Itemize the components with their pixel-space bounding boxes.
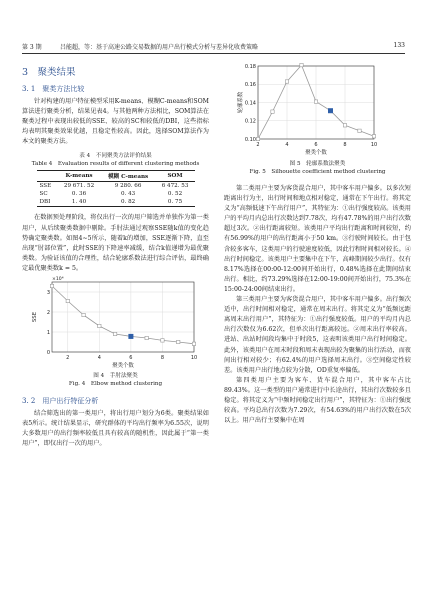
table-header-cell: K-means <box>65 173 93 180</box>
y-axis-label: 轮廓系数 <box>238 91 244 114</box>
subsection-heading-3-1: 3. 1 聚类方法比较 <box>22 85 85 93</box>
data-point <box>314 100 317 103</box>
table-cell: 0. 43 <box>120 191 136 198</box>
x-axis-label: 聚类个数 <box>112 363 134 370</box>
x-tick-label: 4 <box>97 355 101 362</box>
table-cell: 1. 40 <box>71 199 87 206</box>
table-cell: 29 671. 52 <box>63 183 95 190</box>
x-tick-label: 8 <box>160 355 165 362</box>
silhouette-chart <box>224 60 411 160</box>
data-point <box>192 342 195 345</box>
table-row <box>37 190 195 198</box>
table-cell: 0. 82 <box>120 199 136 206</box>
table-header-cell: 模糊 C-means <box>107 174 149 181</box>
y-tick-label: 0.14 <box>244 100 256 107</box>
y-tick-label: 0.12 <box>244 118 256 125</box>
x-tick-label: 6 <box>314 142 318 148</box>
table-cell: 9 280. 66 <box>114 183 142 190</box>
x-tick-label: 8 <box>343 142 347 148</box>
paragraph-type-4-users: 第四类用户主要为客车、货车混合用户，其中客车占比89.43%。这一类型的用户通常进行中长途出行，其出行次数较多且稳定。将其定义为“中频时间稳定出行用户”，其特征为：①出行强度较高。平均总出行次数为7.29次，有54.63%的用户出行次数在5次以上。用户出行主要集中在周 <box>224 376 411 425</box>
table-cell: 0. 36 <box>71 191 87 198</box>
subsection-heading-3-2: 3. 2 用户出行特征分析 <box>22 397 99 406</box>
right-column <box>224 60 411 426</box>
paragraph-elbow-method: 在数据预处理阶段，将仅出行一次的用户筛选并单独作为第一类用户，从后续聚类数据中剔除。手肘法通过观察SSE随k值的变化趋势确定聚类数。如图4~5所示，随着k的增加，SSE逐渐下降，直至出现“肘部位置”，此时SSE的下降速率减缓，结合k值递增为最优聚类数。为验证该值的合理性，结合轮廓系数法进行综合评估，最终确定最优聚类数k = 5。 <box>22 214 209 272</box>
issue-number: 第 3 期 <box>22 44 42 51</box>
data-point <box>98 324 101 327</box>
table-4 <box>22 152 209 207</box>
page-number: 133 <box>393 42 405 49</box>
x-tick-label: 6 <box>129 355 133 362</box>
table-cell: 6 472. 53 <box>161 183 189 190</box>
y-axis-exponent: ×10⁴ <box>52 277 64 283</box>
data-point <box>82 313 85 316</box>
data-point <box>66 299 69 302</box>
series-line <box>52 286 194 344</box>
table-cell: SSE <box>39 183 52 190</box>
y-tick-label: 2 <box>46 309 50 316</box>
highlighted-data-point <box>129 334 133 338</box>
figure-4-caption-cn: 图 4 手肘法聚类 <box>93 373 138 380</box>
y-tick-label: 0 <box>46 349 50 356</box>
table-4-title-en: Table 4 Evaluation results of different clustering methods <box>31 161 200 168</box>
y-tick-label: 3 <box>46 289 50 296</box>
paragraph-method-comparison: 针对构建的用户特征模型采用K-means、模糊C-means和SOM算法进行聚类分析，结果见表4。与其他两种方法相比，SOM算法在聚类过程中表现出较低的SSE、较高的SC和较低的DBI，这些指标均表明其聚类效果优越，且稳定性较高。因此，选择SOM算法作为本文的聚类方法。 <box>22 98 209 146</box>
left-column <box>22 60 209 449</box>
data-point <box>145 336 148 339</box>
table-4-title-cn: 表 4 不同聚类方法评价结果 <box>79 153 152 160</box>
elbow-chart <box>22 274 209 372</box>
y-axis-label: SSE <box>32 311 38 323</box>
data-point <box>300 63 303 66</box>
data-point <box>372 135 375 138</box>
data-point <box>177 340 180 343</box>
data-point <box>285 80 288 83</box>
table-row <box>37 182 195 191</box>
x-tick-label: 10 <box>190 355 198 362</box>
paragraph-type-3-users: 第三类用户主要为客货混合用户，其中客车用户偏多。出行频次适中，出行时间相对稳定，通常在周末出行。将其定义为“低频远距离周末出行用户”，其特征为：①出行强度较低。用户的平均月内总出行次数仅为6.62次，但单次出行距离较远。②周末出行率较高。进站、出站时间段均集中于时段5，这表明该类用户出行时间稳定。此外，该类用户在周末时段和周末表现出较为聚集的出行活动，而夜间出行相对较少；有62.4%的用户选择周末出行。③空间稳定性较差。该类用户出行地点较为分散，OD重复率偏低。 <box>224 296 411 374</box>
table-4-grid <box>37 170 195 207</box>
table-cell: DBI <box>39 199 51 206</box>
table-row <box>37 198 195 207</box>
x-tick-label: 10 <box>370 142 378 148</box>
data-point <box>358 129 361 132</box>
x-tick-label: 2 <box>256 142 260 148</box>
table-cell: 0. 52 <box>167 191 183 198</box>
x-axis-label: 聚类个数 <box>305 150 327 156</box>
figure-5-caption-cn: 图 5 轮廓系数法聚类 <box>289 161 346 167</box>
table-header-cell: SOM <box>167 173 183 180</box>
paragraph-type-2-users: 第二类用户主要为客货混合用户，其中客车用户偏多。以多次短距离出行为主，出行时间和地点相对稳定，通常在下午出行。将其定义为“高频低速下午出行用户”，其特征为：①出行强度较高。该类用户的平均月内总出行次数达到7.78次，均有47.78%的用户出行次数超过3次。②出行距离较短。该类用户平均出行距离和时间较短，约有56.99%的用户的出行距离小于50 km。③行驶时间较长。由于包含较多客车，这类用户的行驶速度较低，因此行程时间相对较长。④出行时间稳定。该类用户主要集中在下午，高峰期间较少出行。仅有8.17%选择在00:00-12:00间开始出行，0.48%选择在此期间结束出行。相比，约73.29%选择在12:00-19:00间开始出行，75.3%在15:00-24:00间结束出行。 <box>224 185 411 293</box>
y-tick-label: 0.16 <box>244 82 256 89</box>
section-heading: 3 聚类结果 <box>22 67 76 78</box>
data-point <box>256 137 259 140</box>
figure-5-caption-en: Fig. 5 Silhouette coefficient method clustering <box>249 169 386 175</box>
data-point <box>50 284 53 287</box>
data-point <box>161 339 164 342</box>
figure-4-caption-en: Fig. 4 Elbow method clustering <box>68 381 163 388</box>
running-title: 吕能超，等：基于高速公路交易数据的用户出行模式分析与差异化收费策略 <box>60 44 259 51</box>
x-tick-label: 2 <box>66 355 70 362</box>
data-point <box>343 124 346 127</box>
x-tick-label: 4 <box>285 142 289 148</box>
paragraph-travel-features: 结合筛选出的第一类用户，将出行用户划分为6类。聚类结果如表5所示。统计结果显示，研究群体的平均出行频率为6.55次，说明大多数用户的出行频率较低且具有较高的随机性，因此属于“第一类用户”，即仅出行一次的用户。 <box>22 410 209 448</box>
data-point <box>113 332 116 335</box>
table-cell: 0. 75 <box>167 199 183 206</box>
highlighted-data-point <box>328 109 332 113</box>
y-tick-label: 1 <box>46 329 50 336</box>
running-header <box>22 41 405 54</box>
table-header-cell <box>37 171 58 182</box>
table-cell: SC <box>39 191 48 198</box>
y-tick-label: 0.18 <box>244 63 256 70</box>
data-point <box>271 110 274 113</box>
y-tick-label: 0.10 <box>244 136 256 143</box>
